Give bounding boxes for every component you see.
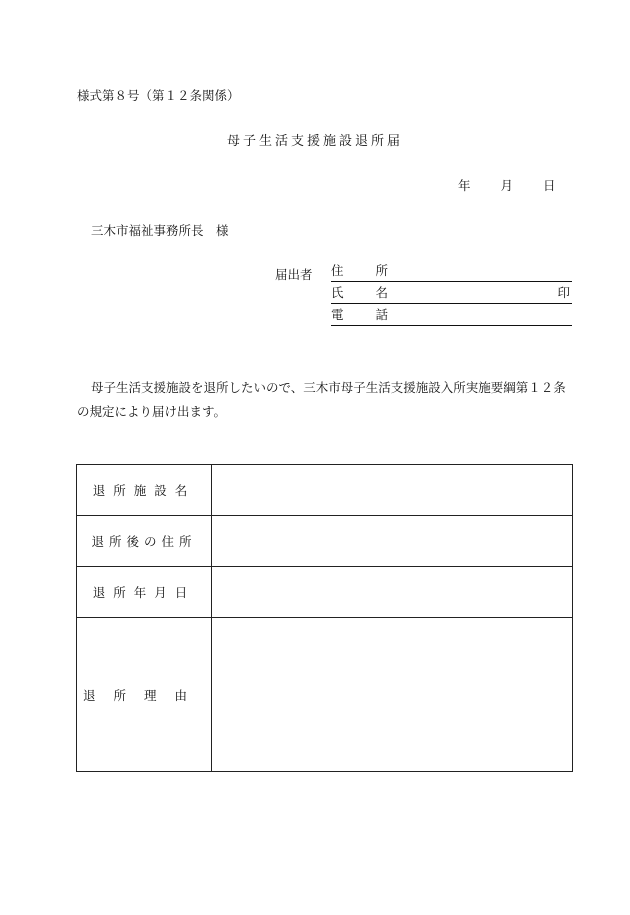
- post-exit-address-label: 退所後の住所: [77, 516, 212, 567]
- body-text: 母子生活支援施設を退所したいので、三木市母子生活支援施設入所実施要綱第１２条の規定により届け出ます。: [77, 380, 566, 419]
- date-line: [458, 176, 556, 194]
- name-field[interactable]: [331, 286, 572, 304]
- exit-date-label: 退所年月日: [77, 567, 212, 618]
- table-row: [77, 516, 573, 567]
- date-year: 年: [458, 178, 471, 193]
- exit-reason-label: 退所理由: [77, 618, 212, 772]
- exit-reason-value-cell[interactable]: [212, 618, 573, 772]
- phone-field[interactable]: [331, 308, 572, 326]
- exit-date-value-cell[interactable]: [212, 567, 573, 618]
- document-title: 母子生活支援施設退所届: [226, 134, 403, 149]
- address-field[interactable]: [331, 264, 572, 282]
- table-row: [77, 465, 573, 516]
- notifier-label: 届出者: [275, 267, 313, 282]
- table-row: [77, 618, 573, 772]
- name-label: 氏 名: [331, 285, 402, 300]
- seal-mark: 印: [557, 285, 570, 300]
- form-number: 様式第８号（第１２条関係）: [77, 88, 240, 103]
- table-row: [77, 567, 573, 618]
- phone-label: 電 話: [331, 307, 402, 322]
- post-exit-address-value-cell[interactable]: [212, 516, 573, 567]
- address-label: 住 所: [331, 263, 402, 278]
- exit-facility-label: 退所施設名: [77, 465, 212, 516]
- exit-info-table: [76, 464, 573, 772]
- date-day: 日: [543, 178, 556, 193]
- exit-facility-value-cell[interactable]: [212, 465, 573, 516]
- addressee: 三木市福祉事務所長 様: [91, 223, 229, 238]
- date-month: 月: [500, 178, 514, 193]
